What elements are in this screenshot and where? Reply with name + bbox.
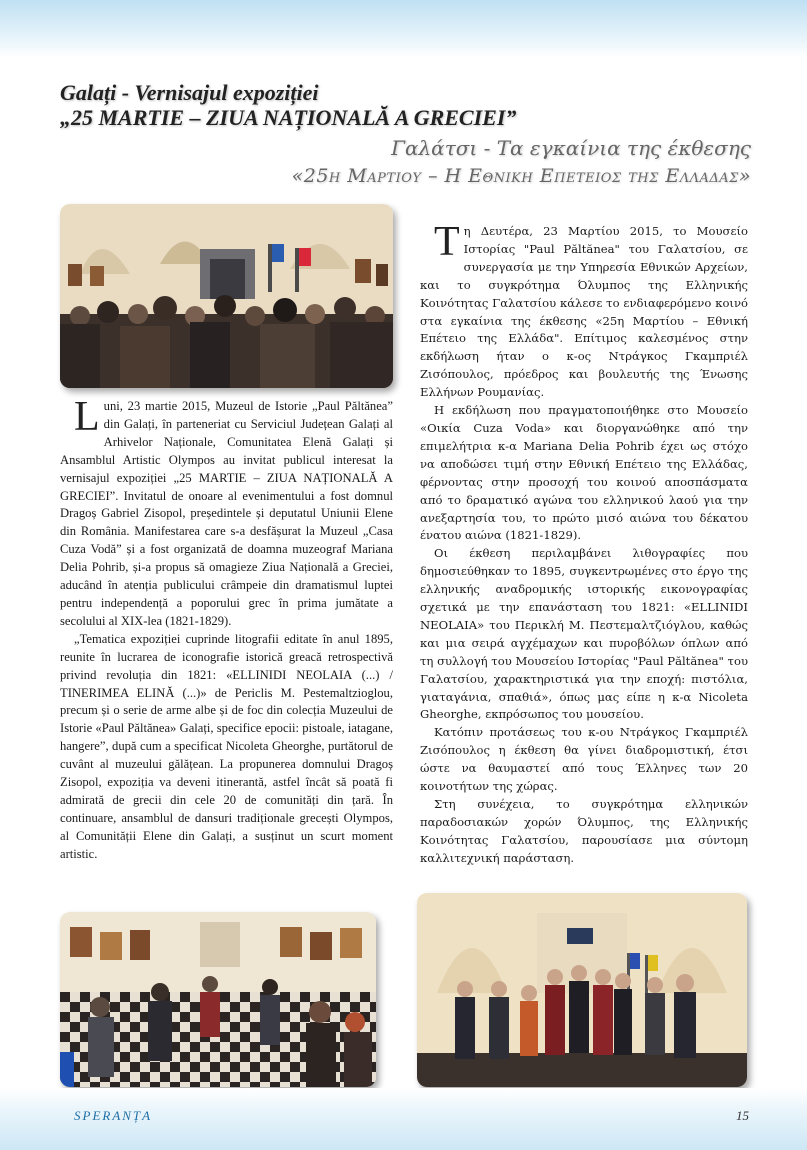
drop-cap-romanian: L	[74, 394, 100, 440]
publication-name: SPERANȚA	[74, 1108, 153, 1123]
photo-visitors-checkered-floor	[60, 912, 376, 1087]
article-romanian-p1-text: uni, 23 martie 2015, Muzeul de Istorie „Paul Păltănea” din Galați, în parteneriat cu Serviciul Județean Galați al Arhivelor Naționale, Comunitatea Elenă Galați și Ansamblul Artistic Olympos au invitat publicul interesat la vernisajul expoziției „25 MARTIE – ZIUA NAȚIONALĂ A GRECIEI”. Invitatul de onoare al evenimentului a fost domnul Dragoș Gabriel Zisopol, președintele și deputatul Uniunii Elene din România. Manifestarea care s-a desfășurat la Muzeul „Casa Cuza Vodă” și a fost organizată de doamna muzeograf Mariana Delia Pohrib, și-a propus să omagieze Ziua Națională a Greciei, aducând în atenția publicului crâmpeie din dramatismul luptei pentru independență a poporului grec în prima jumătate a secolului al XIX-lea (1821-1829).	[60, 399, 393, 628]
page-number: 15	[736, 1108, 749, 1123]
drop-cap-greek: Τ	[434, 219, 460, 265]
photo-crowd-exhibition-hall	[60, 204, 393, 388]
article-greek-paragraph-5: Στη συνέχεια, το συγκρότημα ελληνικών παραδοσιακών χορών Όλυμπος, της Ελληνικής Κοινότητας Γαλατσίου, παρουσίασε μια σύντομη καλλιτεχνική παράσταση.	[420, 797, 748, 865]
header-band	[0, 0, 807, 58]
article-greek-p1-text: η Δευτέρα, 23 Μαρτίου 2015, το Μουσείο Ιστορίας "Paul Păltănea" του Γαλατσίου, σε συνεργασία με την Υπηρεσία Εθνικών Αρχείων, και το συγκρότημα Όλυμπος της Ελληνικής Κοινότητας Γαλατσίου κάλεσε το ενδιαφερόμενο κοινό στα εγκαίνια της έκθεσης «25η Μαρτίου – Εθνική Επέτειο της Ελλάδα". Επίτιμος καλεσμένος στην εκδήλωση ήταν ο κ-ος Ντράγκος Γκαμπριέλ Ζισόπουλος, πρόεδρος και βουλευτής της Ένωσης Ελλήνων Ρουμανίας.	[420, 224, 748, 400]
article-romanian-paragraph-2: „Tematica expoziției cuprinde litografii editate în anul 1895, reunite în lucrarea de iconografie istorică greacă retrospectivă privind revoluția din 1821: «ELLINIDI NEOLAIA (...) / TINERIMEA ELINĂ (...)» de Periclis M. Pestemaltzioglou, precum și o serie de arme albe și de foc din colecția Muzeului de Istorie «Paul Păltănea» Galați, specifice epocii: pistoale, iatagane, hangere”, după cum a specificat Nicoleta Gheorghe, purtătorul de cuvânt al muzeului gălățean. La propunerea domnului Dragoș Zisopol, expoziția va deveni itinerantă, astfel încât să poată fi admirată de grecii din cele 20 de comunități din țară. În continuare, ansamblul de dansuri tradiționale grecești Olympos, al Comunității Elene din Galați, a susținut un scurt moment artistic.	[60, 631, 393, 861]
title-greek-line2: «25η Μαρτιου – Η Εθνικη Επετειος της Ελλαδας»	[291, 165, 751, 187]
photo-visitors-illustration	[60, 912, 376, 1087]
article-greek-paragraph-3: Οι έκθεση περιλαμβάνει λιθογραφίες που δημοσιεύθηκαν το 1895, συγκεντρωμένες στο έργο της ελληνικής αναδρομικής ιστορικής εικονογραφίας σχετικά με την επανάσταση του 1821: «ELLINIDI NEOLAIA» του Περικλή Μ. Πεστεμαλτζιόγλου, καθώς και μια σειρά αγχέμαχων και πυροβόλων όπλων από τη συλλογή του Μουσείου Ιστορίας "Paul Păltănea" του Γαλατσίου, χαρακτηριστικά για την εποχή: πιστόλια, γιαταγάνια, σπαθιά», όπως μας είπε η κ-α Nicoleta Gheorghe, εκπρόσωπος του μουσείου.	[420, 546, 748, 722]
photo-ensemble-illustration	[417, 893, 747, 1087]
article-romanian-paragraph-1	[60, 394, 393, 631]
article-greek-paragraph-4: Κατόπιν προτάσεως του κ-ου Ντράγκος Γκαμπριέλ Ζισόπουλος η έκθεση θα γίνει διαδρομιστική, έτσι ώστε να θαυμαστεί από τους Έλληνες των 20 κοινοτήτων της χώρας.	[420, 725, 748, 794]
article-greek-paragraph-2: Η εκδήλωση που πραγματοποιήθηκε στο Μουσείο «Οικία Cuza Voda» και διοργανώθηκε από την επιμελήτρια κ-α Mariana Delia Pohrib έχει ως στόχο να αποδώσει τιμή στην Εθνική Επέτειο της Ελλάδας, φέρνοντας στην προσοχή του κοινού αποσπάσματα από το δραματικό αγώνα του ελληνικού λαού για την ανεξαρτησία του, το πρώτο μισό αιώνα του δέκατου ένατου αιώνα (1821-1829).	[420, 403, 748, 543]
title-greek	[51, 134, 751, 190]
article-romanian	[60, 394, 393, 864]
photo-crowd-illustration	[60, 204, 393, 388]
photo-dance-ensemble-group	[417, 893, 747, 1087]
title-romanian-line2: „25 MARTIE – ZIUA NAȚIONALĂ A GRECIEI”	[60, 105, 517, 130]
article-greek-paragraph-1	[420, 219, 748, 402]
title-romanian	[60, 80, 760, 130]
title-romanian-line1: Galați - Vernisajul expoziției	[60, 80, 319, 105]
article-greek	[420, 219, 748, 868]
title-greek-line1: Γαλάτσι - Τα εγκαίνια της έκθεσης	[391, 136, 751, 160]
